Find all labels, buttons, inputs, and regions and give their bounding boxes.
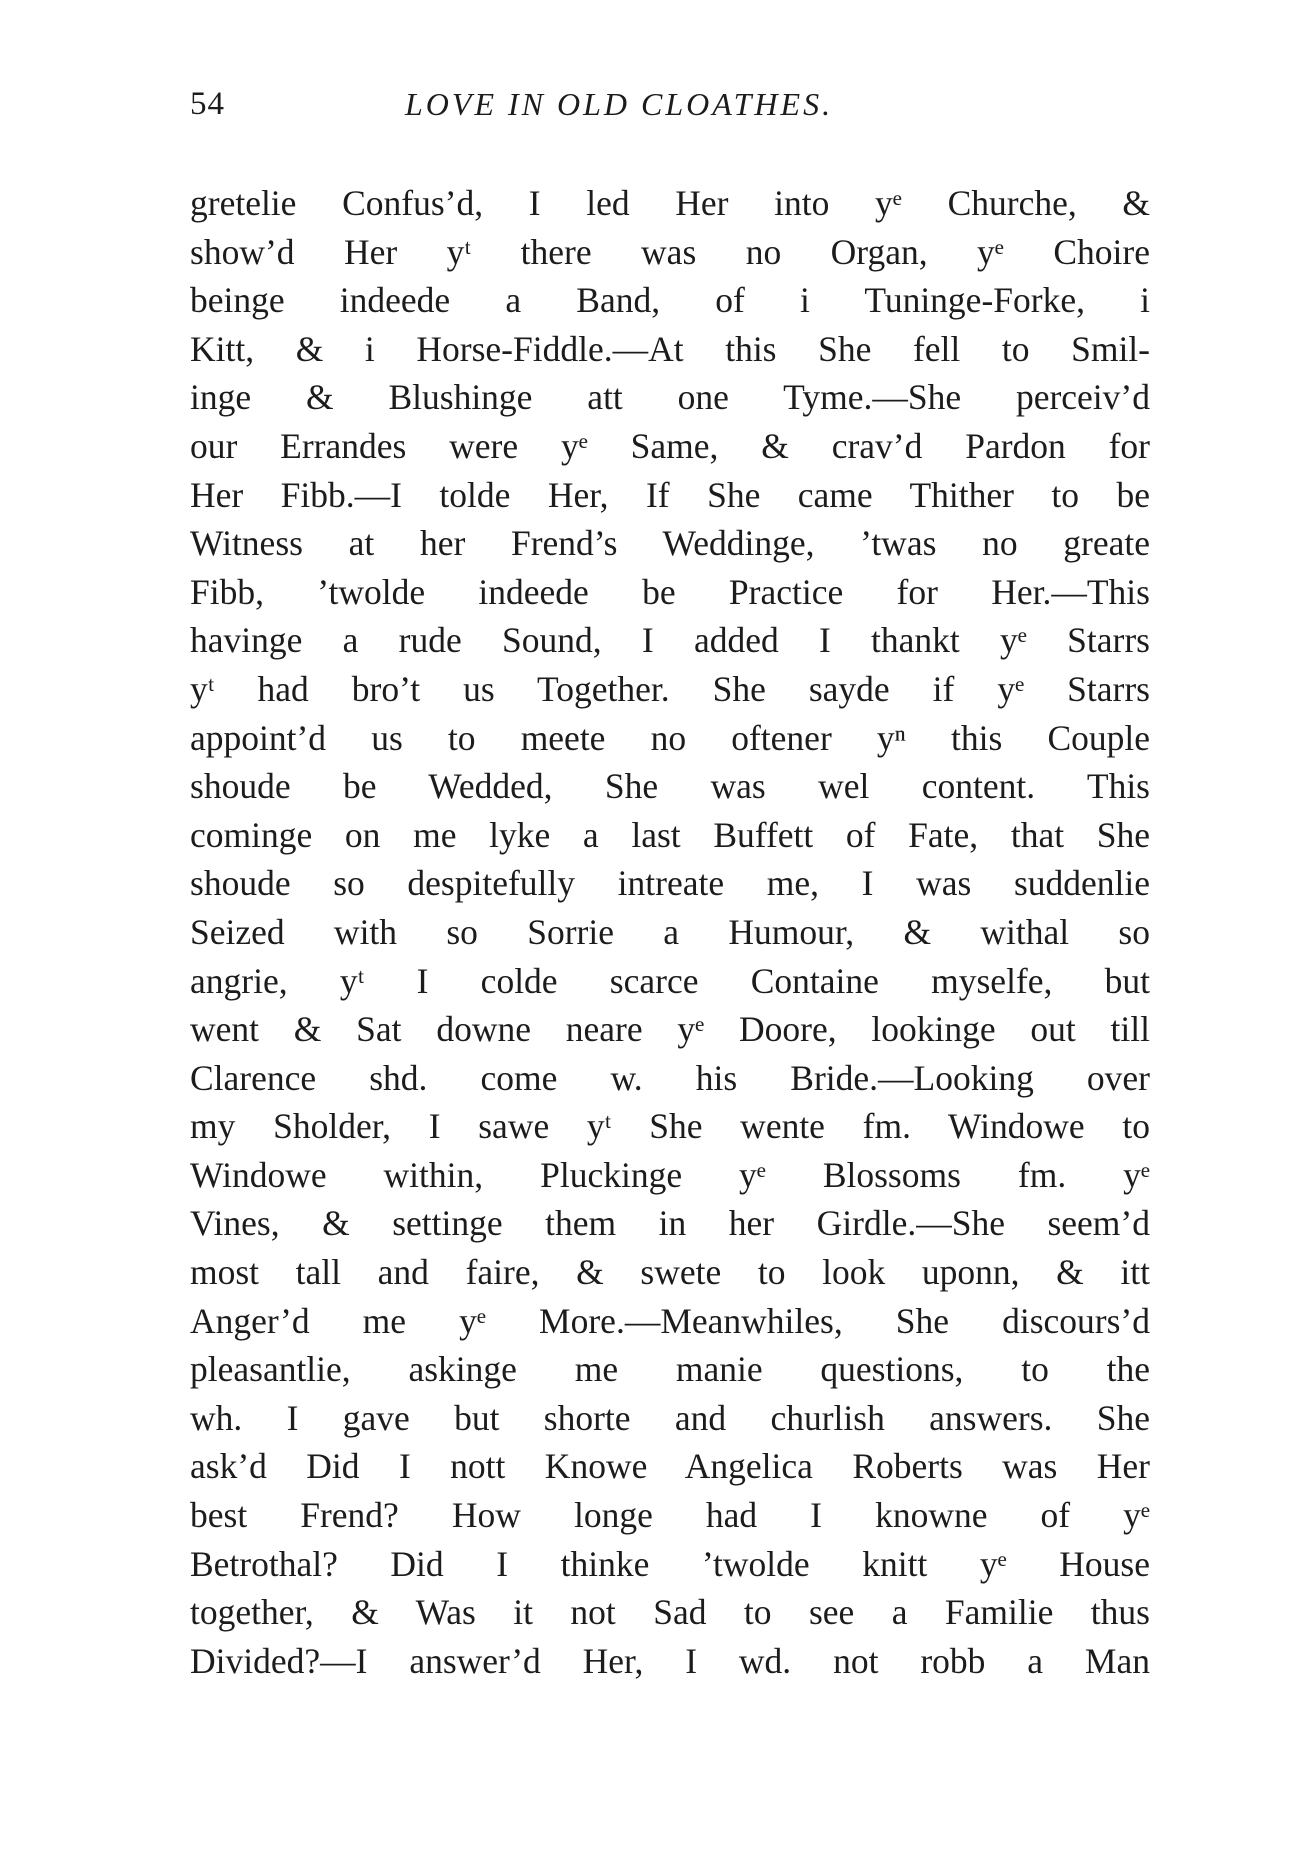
text-line: Clarence shd. come w. his Bride.—Looking over xyxy=(190,1057,1150,1098)
text-line: ask’d Did I nott Knowe Angelica Roberts was Her xyxy=(190,1446,1150,1487)
text-line: Betrothal? Did I thinke ’twolde knitt yᵉ House xyxy=(190,1543,1150,1584)
text-line: Anger’d me yᵉ More.—Meanwhiles, She discours’d xyxy=(190,1300,1150,1341)
text-line: best Frend? How longe had I knowne of yᵉ xyxy=(190,1495,1150,1536)
text-line: our Errandes were yᵉ Same, & crav’d Pardon for xyxy=(190,425,1150,466)
text-line: shoude so despitefully intreate me, I was suddenlie xyxy=(190,863,1150,904)
text-line: most tall and faire, & swete to look uponn, & itt xyxy=(190,1252,1150,1293)
text-line: Divided?—I answer’d Her, I wd. not robb a Man xyxy=(190,1640,1150,1681)
text-line: Her Fibb.—I tolde Her, If She came Thither to be xyxy=(190,474,1150,515)
text-line: Seized with so Sorrie a Humour, & withal so xyxy=(190,911,1150,952)
text-line: beinge indeede a Band, of i Tuninge-Forke, i xyxy=(190,280,1150,321)
text-line: Fibb, ’twolde indeede be Practice for Her.—This xyxy=(190,571,1150,612)
body-text xyxy=(190,179,1150,1685)
text-line: angrie, yᵗ I colde scarce Containe myselfe, but xyxy=(190,960,1150,1001)
text-line: Windowe within, Pluckinge yᵉ Blossoms fm. yᵉ xyxy=(190,1154,1150,1195)
text-line: gretelie Confus’d, I led Her into yᵉ Churche, & xyxy=(190,183,1150,223)
text-line: my Sholder, I sawe yᵗ She wente fm. Windowe to xyxy=(190,1106,1150,1147)
text-line: havinge a rude Sound, I added I thankt yᵉ Starrs xyxy=(190,620,1150,661)
text-line: show’d Her yᵗ there was no Organ, yᵉ Choire xyxy=(190,231,1150,272)
text-line: Vines, & settinge them in her Girdle.—She seem’d xyxy=(190,1203,1150,1244)
text-line: together, & Was it not Sad to see a Familie thus xyxy=(190,1592,1150,1633)
text-line: Kitt, & i Horse-Fiddle.—At this She fell to Smil- xyxy=(190,328,1150,369)
text-line: shoude be Wedded, She was wel content. This xyxy=(190,766,1150,807)
page-number: 54 xyxy=(190,86,225,122)
text-line: inge & Blushinge att one Tyme.—She perceiv’d xyxy=(190,377,1150,418)
text-line: went & Sat downe neare yᵉ Doore, lookinge out till xyxy=(190,1009,1150,1050)
text-line: pleasantlie, askinge me manie questions, to the xyxy=(190,1349,1150,1390)
text-line: appoint’d us to meete no oftener yⁿ this Couple xyxy=(190,717,1150,758)
text-line: wh. I gave but shorte and churlish answers. She xyxy=(190,1397,1150,1438)
text-line: yᵗ had bro’t us Together. She sayde if yᵉ Starrs xyxy=(190,668,1150,709)
running-title: LOVE IN OLD CLOATHES. xyxy=(405,86,834,122)
running-head xyxy=(0,86,1300,136)
text-line: Witness at her Frend’s Weddinge, ’twas no greate xyxy=(190,523,1150,564)
text-line: cominge on me lyke a last Buffett of Fate, that She xyxy=(190,814,1150,855)
